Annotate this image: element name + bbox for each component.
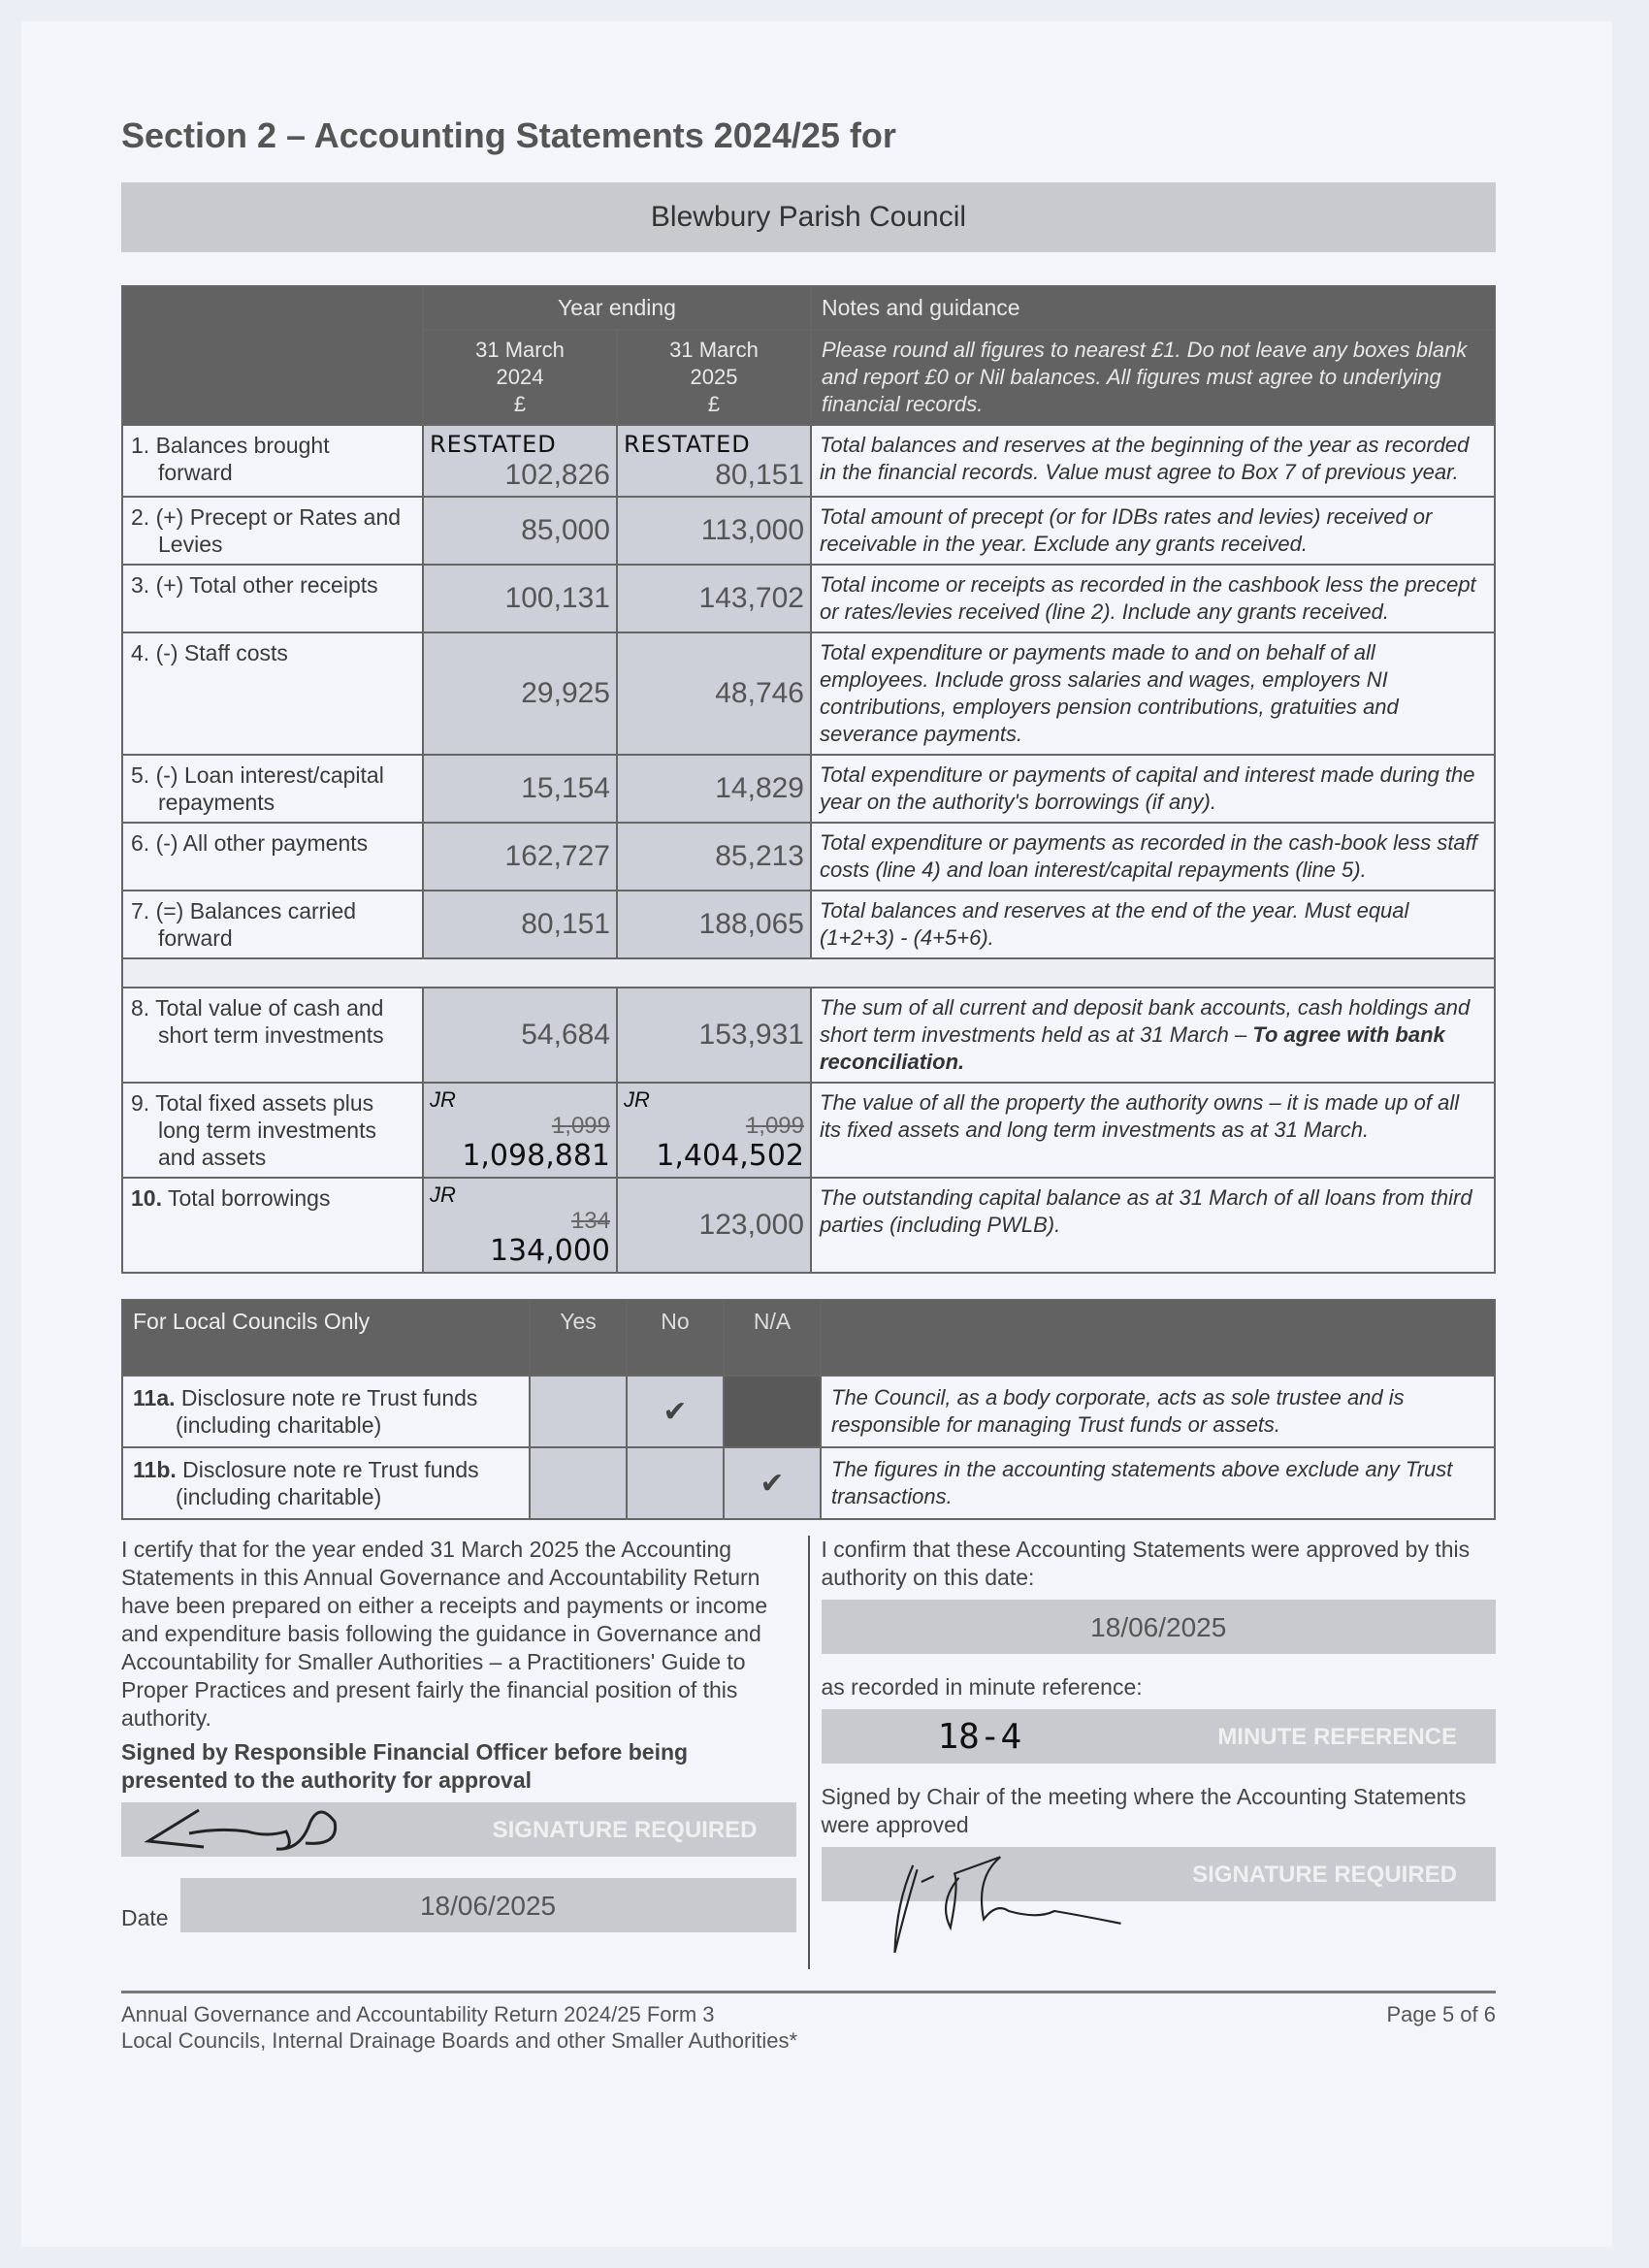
na-checkbox[interactable]: ✔ [724,1447,821,1519]
table-row [122,988,1495,1083]
date-label: Date [121,1905,169,1930]
row-label: 1. Balances brought forward [122,425,423,497]
initials-annotation: JR [624,1087,650,1112]
approval-block [808,1536,1497,1969]
signature-placeholder: SIGNATURE REQUIRED [492,1816,758,1843]
yes-checkbox[interactable] [530,1447,627,1519]
corrected-value: 134,000 [489,1234,610,1268]
value-2025-field[interactable]: 48,746 [617,632,811,755]
no-checkbox[interactable] [627,1447,724,1519]
rfo-date-field[interactable] [180,1878,796,1932]
chair-signed-label: Signed by Chair of the meeting where the Accounting Statements were approved [821,1784,1467,1837]
rfo-date-value: 18/06/2025 [419,1890,557,1921]
value-2024-field[interactable]: 162,727 [423,823,617,891]
value-2024-field[interactable] [423,1178,617,1273]
row-note: Total balances and reserves at the end of the year. Must equal (1+2+3) - (4+5+6). [811,891,1495,958]
restated-annotation: RESTATED [624,431,751,458]
row-note: The figures in the accounting statements above exclude any Trust transactions. [821,1447,1495,1519]
no-header: No [627,1300,724,1376]
na-checkbox[interactable] [724,1376,821,1447]
table-row [122,1178,1495,1273]
row-label: 4. (-) Staff costs [122,632,423,755]
section-title: Section 2 – Accounting Statements 2024/25 for [121,115,896,155]
accounting-statements-table [121,285,1496,1274]
signature-placeholder: SIGNATURE REQUIRED [1192,1861,1457,1888]
row-label: 7. (=) Balances carried forward [122,891,423,958]
minute-placeholder: MINUTE REFERENCE [1217,1723,1457,1750]
column-2024-header: 31 March 2024 £ [423,330,617,425]
signoff-section [121,1536,1496,1969]
minute-reference-field[interactable] [822,1709,1497,1764]
row-label: 2. (+) Precept or Rates and Levies [122,497,423,565]
rfo-signed-label: Signed by Responsible Financial Officer before being presented to the authority for approval [121,1739,689,1793]
row-note: Total income or receipts as recorded in the cashbook less the precept or rates/levies received (line 2). Include any grants received. [811,565,1495,632]
row-note: The sum of all current and deposit bank accounts, cash holdings and short term investments held as at 31 March – To agree with bank reconciliation. [811,988,1495,1083]
row-label: 11b. Disclosure note re Trust funds (including charitable) [122,1447,530,1519]
year-ending-header: Year ending [423,286,811,330]
yes-checkbox[interactable] [530,1376,627,1447]
approval-date-field[interactable] [822,1600,1497,1654]
minute-reference-label: as recorded in minute reference: [821,1674,1143,1700]
initials-annotation: JR [430,1183,456,1207]
value-2025-field[interactable]: 153,931 [617,988,811,1083]
chair-signature-icon [880,1853,1171,1969]
value-2025-field[interactable]: 143,702 [617,565,811,632]
authority-name: Blewbury Parish Council [650,201,967,233]
table-row [122,755,1495,823]
na-header: N/A [724,1300,821,1376]
value-2025-field[interactable]: 123,000 [617,1178,811,1273]
chair-signature-area [822,1901,1497,1969]
value-2024-field[interactable]: 29,925 [423,632,617,755]
row-note: Total expenditure or payments as recorded in the cash-book less staff costs (line 4) and loan interest/capital repayments (line 5). [811,823,1495,891]
certification-text: I certify that for the year ended 31 March 2025 the Accounting Statements in this Annual Governance and Accountability Return have been prepared on either a receipts and payments or income and expenditure basis following the guidance in Governance and Accountability for Smaller Authorities – a Practitioners' Guide to Proper Practices and present fairly the financial position of this authority. [121,1537,768,1731]
header-blank [821,1300,1495,1376]
row-label: 6. (-) All other payments [122,823,423,891]
struck-value: 134 [570,1208,610,1234]
row-note: The Council, as a body corporate, acts as sole trustee and is responsible for managing Trust funds or assets. [821,1376,1495,1447]
row-note: The value of all the property the authority owns – it is made up of all its fixed assets and long term investments as at 31 March. [811,1083,1495,1178]
row-note: Total expenditure or payments of capital and interest made during the year on the authority's borrowings (if any). [811,755,1495,823]
no-checkbox[interactable]: ✔ [627,1376,724,1447]
value-2025-field[interactable]: 85,213 [617,823,811,891]
value-2025-field[interactable] [617,1083,811,1178]
row-label: 10. Total borrowings [122,1178,423,1273]
corrected-value: 1,404,502 [656,1139,804,1173]
value-2024-field[interactable] [423,1083,617,1178]
row-note: Total balances and reserves at the beginning of the year as recorded in the financial records. Value must agree to Box 7 of previous year. [811,425,1495,497]
struck-value: 1,099 [745,1113,804,1139]
yes-header: Yes [530,1300,627,1376]
row-note: Total amount of precept (or for IDBs rates and levies) received or receivable in the year. Exclude any grants received. [811,497,1495,565]
rfo-date-row [121,1870,796,1932]
struck-value: 1,099 [551,1113,610,1139]
row-label: 11a. Disclosure note re Trust funds (including charitable) [122,1376,530,1447]
approval-date-value: 18/06/2025 [1090,1611,1227,1642]
notes-header: Notes and guidance [811,286,1495,330]
value-2025-field[interactable]: RESTATED 80,151 [617,425,811,497]
value-2024-field[interactable]: 85,000 [423,497,617,565]
value-2024-field[interactable]: 80,151 [423,891,617,958]
value-2025-field[interactable]: 113,000 [617,497,811,565]
table-spacer [122,958,1495,988]
table-row [122,823,1495,891]
value-2024-field[interactable]: RESTATED 102,826 [423,425,617,497]
guidance-text: Please round all figures to nearest £1. Do not leave any boxes blank and report £0 or Nil balances. All figures must agree to underlying financial records. [811,330,1495,425]
row-label: 9. Total fixed assets plus long term investments and assets [122,1083,423,1178]
value-2024-field[interactable]: 54,684 [423,988,617,1083]
value-2025-field[interactable]: 14,829 [617,755,811,823]
rfo-signature-icon [141,1802,354,1855]
document-content [121,0,1496,2054]
row-note: The outstanding capital balance as at 31 March of all loans from third parties (including PWLB). [811,1178,1495,1273]
row-label: 5. (-) Loan interest/capital repayments [122,755,423,823]
table-row [122,425,1495,497]
table-row [122,891,1495,958]
footer-line-1: Annual Governance and Accountability Return 2024/25 Form 3 [121,2002,715,2026]
initials-annotation: JR [430,1087,456,1112]
rfo-signature-field[interactable] [121,1802,796,1857]
table-row [122,497,1495,565]
table-row [122,1447,1495,1519]
value-2024-field[interactable]: 15,154 [423,755,617,823]
page-number: Page 5 of 6 [1386,2002,1496,2026]
table-row [122,1376,1495,1447]
table-row [122,565,1495,632]
row-label: 8. Total value of cash and short term investments [122,988,423,1083]
column-2025-header: 31 March 2025 £ [617,330,811,425]
table-row [122,632,1495,755]
table-row [122,1083,1495,1178]
certification-block [121,1536,808,1969]
restated-annotation: RESTATED [430,431,557,458]
page-footer [121,1991,1496,2054]
footer-line-2: Local Councils, Internal Drainage Boards and other Smaller Authorities* [121,2028,798,2053]
local-councils-table [121,1299,1496,1520]
value-2025-field[interactable]: 188,065 [617,891,811,958]
authority-name-field[interactable] [121,182,1496,252]
corrected-value: 1,098,881 [462,1139,610,1173]
header-blank [122,286,423,425]
approval-confirm-text: I confirm that these Accounting Statements were approved by this authority on this date: [821,1537,1471,1590]
minute-reference-value: 18-4 [937,1716,1022,1757]
local-councils-header: For Local Councils Only [122,1300,530,1376]
row-label: 3. (+) Total other receipts [122,565,423,632]
value-2024-field[interactable]: 100,131 [423,565,617,632]
row-note: Total expenditure or payments made to and on behalf of all employees. Include gross salaries and wages, employers NI contributions, employers pension contributions, gratuities and severance payments. [811,632,1495,755]
